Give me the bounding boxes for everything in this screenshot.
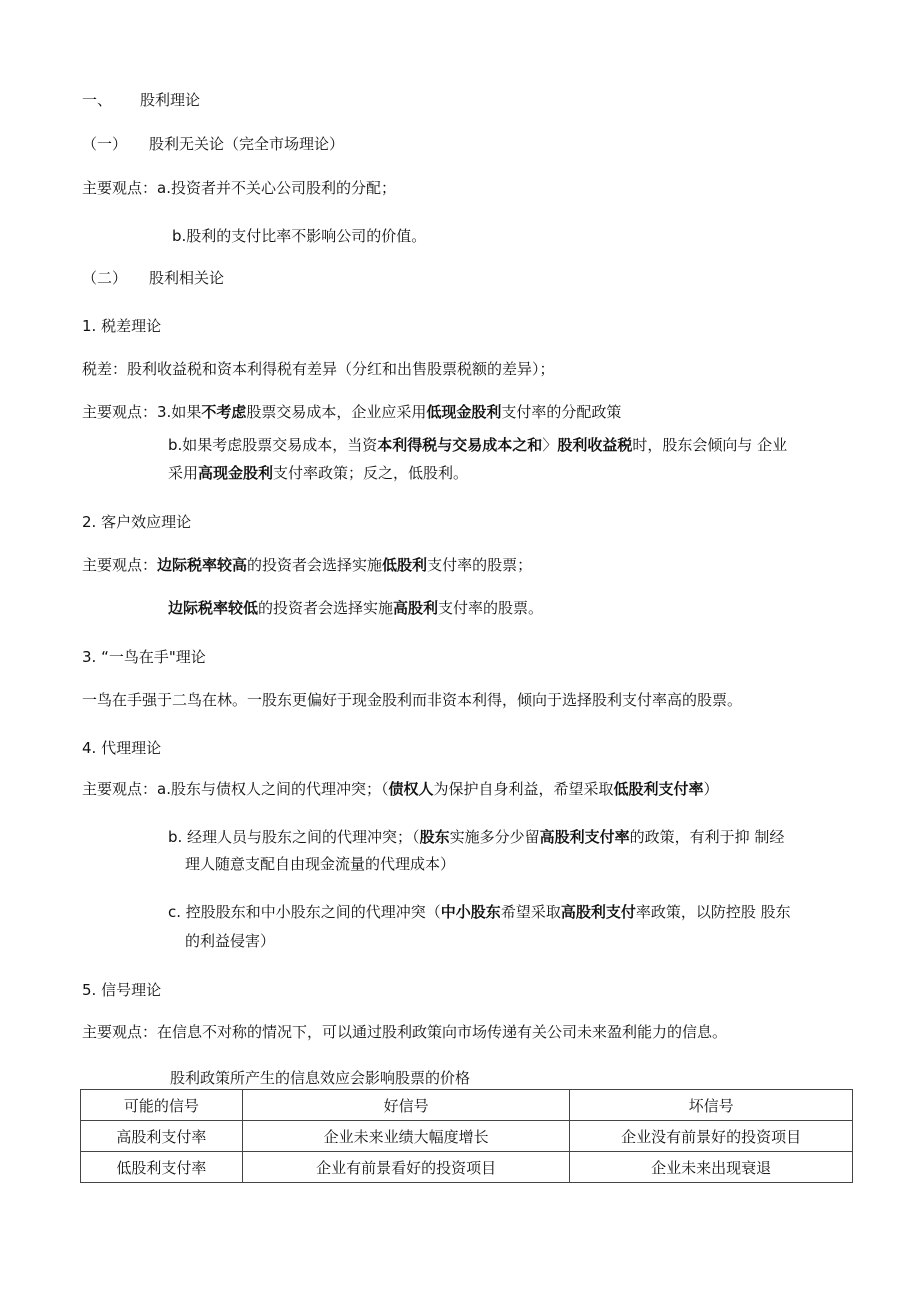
table-cell: 企业未来出现衰退 (570, 1152, 853, 1183)
emphasis: 股东 (419, 828, 450, 846)
theory-heading-signaling: 5. 信号理论 (82, 981, 162, 999)
theory-heading-clientele-effect: 2. 客户效应理论 (82, 513, 192, 531)
emphasis: 低股利支付率 (613, 780, 704, 798)
emphasis: 低现金股利 (426, 403, 502, 421)
table-caption: 股利政策所产生的信息效应会影响股票的价格 (170, 1069, 471, 1087)
table-header-cell: 好信号 (242, 1090, 570, 1121)
clientele-point-a: 主要观点：边际税率较高的投资者会选择实施低股利支付率的股票； (82, 556, 533, 574)
table-cell: 高股利支付率 (81, 1121, 243, 1152)
emphasis: 不考虑 (201, 403, 247, 421)
table-cell: 企业有前景看好的投资项目 (242, 1152, 570, 1183)
heading-title: 股利理论 (140, 91, 201, 109)
irrelevance-point-a (82, 177, 396, 199)
theory-heading-tax-differential: 1. 税差理论 (82, 317, 162, 335)
table-row (81, 1152, 853, 1183)
emphasis: 边际税率较高 (157, 556, 248, 574)
emphasis: 低股利 (382, 556, 428, 574)
agency-point-c-cont: 的利益侵害） (185, 932, 276, 950)
table-header-row (81, 1090, 853, 1121)
table-header-cell: 坏信号 (570, 1090, 853, 1121)
bird-in-hand-body: 一鸟在手强于二鸟在林。一股东更偏好于现金股利而非资本利得，倾向于选择股利支付率高的股票。 (82, 691, 743, 709)
point-label: 主要观点： (82, 556, 158, 574)
subsection-title: 股利无关论（完全市场理论） (149, 135, 345, 153)
subsection-heading-relevance (82, 267, 224, 289)
table-cell: 企业未来业绩大幅度增长 (242, 1121, 570, 1152)
point-label: 主要观点： (82, 780, 158, 798)
agency-point-b-cont: 理人随意支配自由现金流量的代理成本） (185, 855, 456, 873)
subsection-number: （一） (82, 135, 128, 153)
agency-point-a: 主要观点：a.股东与债权人之间的代理冲突；（债权人为保护自身利益，希望采取低股利支付率） (82, 780, 719, 798)
heading-number: 一、 (82, 91, 113, 109)
agency-point-c: c. 控股股东和中小股东之间的代理冲突（中小股东希望采取高股利支付率政策，以防控股 股东 (168, 903, 791, 921)
emphasis: 高股利支付 (560, 903, 636, 921)
theory-heading-bird-in-hand: 3. “一鸟在手"理论 (82, 648, 206, 666)
tax-differential-point-b-cont: 采用高现金股利支付率政策；反之，低股利。 (168, 464, 469, 482)
table-header-cell: 可能的信号 (81, 1090, 243, 1121)
point-label: 主要观点： (82, 179, 158, 197)
subsection-number: （二） (82, 269, 128, 287)
emphasis: 股利收益税 (557, 436, 633, 454)
section-heading-dividend-theory (82, 89, 200, 111)
signal-table (80, 1089, 853, 1183)
tax-differential-definition: 税差：股利收益税和资本利得税有差异（分红和出售股票税额的差异）； (82, 360, 555, 378)
emphasis: 高股利支付率 (539, 828, 630, 846)
table-cell: 低股利支付率 (81, 1152, 243, 1183)
signaling-body: 主要观点：在信息不对称的情况下，可以通过股利政策向市场传递有关公司未来盈利能力的信息。 (82, 1023, 728, 1041)
theory-heading-agency: 4. 代理理论 (82, 739, 162, 757)
point-text: a.投资者并不关心公司股利的分配； (157, 179, 396, 197)
emphasis: 债权人 (388, 780, 434, 798)
emphasis: 中小股东 (440, 903, 501, 921)
irrelevance-point-b: b.股利的支付比率不影响公司的价值。 (172, 227, 427, 245)
clientele-point-b: 边际税率较低的投资者会选择实施高股利支付率的股票。 (168, 599, 544, 617)
point-label: 主要观点： (82, 403, 158, 421)
table-row (81, 1121, 853, 1152)
agency-point-b: b. 经理人员与股东之间的代理冲突；（股东实施多分少留高股利支付率的政策，有利于抑 制经 (168, 828, 785, 846)
subsection-title: 股利相关论 (149, 269, 225, 287)
tax-differential-point-b: b.如果考虑股票交易成本，当资本利得税与交易成本之和〉股利收益税时，股东会倾向与 企业 (168, 436, 788, 454)
subsection-heading-irrelevance (82, 133, 344, 155)
tax-differential-point-a: 主要观点：3.如果不考虑股票交易成本，企业应采用低现金股利支付率的分配政策 (82, 403, 622, 421)
emphasis: 高股利 (393, 599, 439, 617)
emphasis: 高现金股利 (198, 464, 274, 482)
table-cell: 企业没有前景好的投资项目 (570, 1121, 853, 1152)
emphasis: 边际税率较低 (168, 599, 259, 617)
emphasis: 本利得税与交易成本之和 (377, 436, 543, 454)
